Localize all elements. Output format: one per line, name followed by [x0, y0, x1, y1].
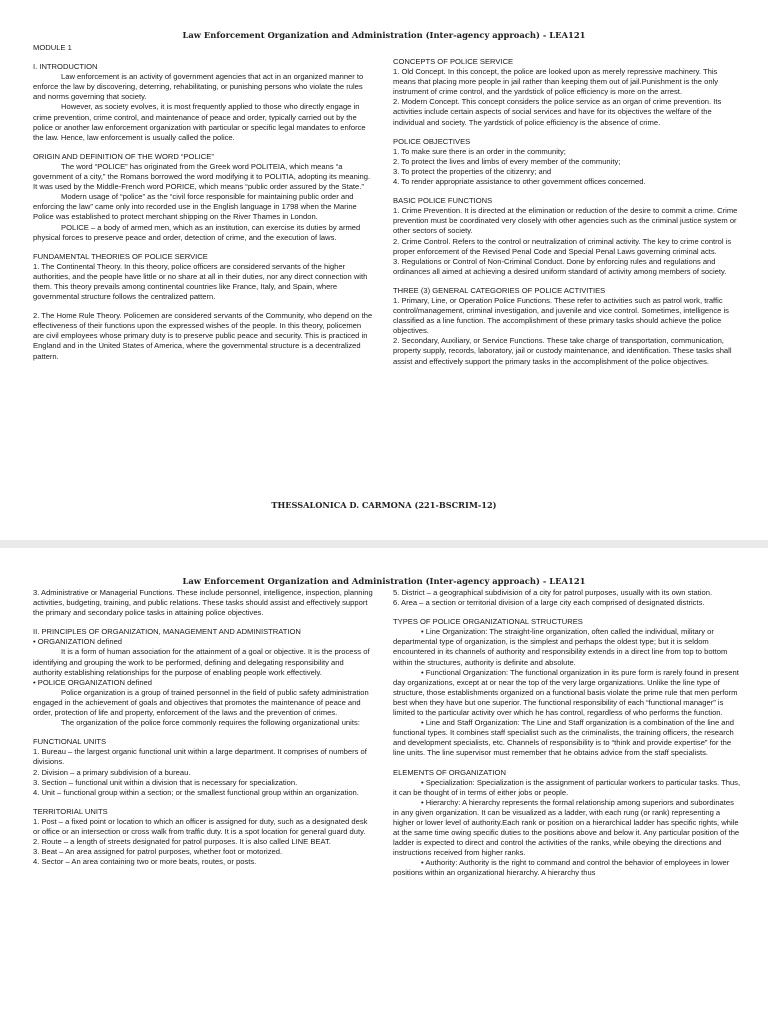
paragraph: 3. Section – functional unit within a division that is necessary for specialization. [33, 777, 298, 787]
paragraph: TERRITORIAL UNITS [33, 806, 108, 816]
paragraph: 3. Administrative or Managerial Functions. These include personnel, intelligence, inspection, planning activities, budgeting, training, and public relations. These tasks should assist and effectively support the primary and secondary police tasks in attaining police objectives. [33, 588, 373, 618]
paragraph: 2. Route – a length of streets designated for patrol purposes. It is also called LINE BEAT. [33, 837, 331, 847]
paragraph-spacer [33, 798, 373, 807]
paragraph: • POLICE ORGANIZATION defined [33, 677, 152, 687]
paragraph: FUNDAMENTAL THEORIES OF POLICE SERVICE [33, 251, 208, 261]
paragraph: FUNCTIONAL UNITS [33, 737, 107, 747]
paragraph: 4. To render appropriate assistance to other government offices concerned. [393, 177, 646, 187]
paragraph: 3. To protect the properties of the citizenry; and [393, 166, 552, 176]
paragraph: BASIC POLICE FUNCTIONS [393, 196, 493, 206]
paragraph: 2. Division – a primary subdivision of a bureau. [33, 767, 191, 777]
page-title: Law Enforcement Organization and Administration (Inter-agency approach) - LEA121 [182, 30, 586, 40]
document-page-2 [0, 548, 768, 1024]
paragraph-spacer [393, 759, 741, 768]
paragraph: 1. Crime Prevention. It is directed at the elimination or reduction of the desire to commit a crime. Crime prevention must be coordinated very closely with other agencies such as the criminal justice system or other sectors of society. [393, 206, 738, 236]
paragraph: 1. Primary, Line, or Operation Police Functions. These refer to activities such as patrol work, traffic control/management, criminal investigation, and juvenile and vice control. Sometimes, intelligence is classified as a line function. The accomplishment of these primary tasks should achieve the police objectives. [393, 295, 729, 336]
paragraph-spacer [393, 277, 741, 286]
paragraph-spacer [33, 143, 373, 152]
paragraph: ELEMENTS OF ORGANIZATION [393, 767, 506, 777]
paragraph-spacer [33, 243, 373, 252]
paragraph: 4. Unit – functional group within a section; or the smallest functional group within an organization. [33, 787, 359, 797]
paragraph: The organization of the police force commonly requires the following organizational units: [61, 718, 360, 728]
author-line: THESSALONICA D. CARMONA (221-BSCRIM-12) [271, 500, 497, 510]
paragraph: However, as society evolves, it is most frequently applied to those who directly engage in crime prevention, crime control, and maintenance of peace and order, typically carried out by the police or another law enforcement organization with particular or specific legal mandates to enforce the law. Hence, law enforcement is usually called the police. [33, 102, 366, 142]
paragraph: The word “POLICE” has originated from the Greek word POLITEIA, which means “a government of a city,” the Romans borrowed the word modifying it to POLITIA, adopting its meaning. It was used by the Middle-French word PORICE, which means “public order assured by the State.” [33, 161, 371, 192]
paragraph: 2. Crime Control. Refers to the control or neutralization of criminal activity. The key to crime control is proper enforcement of the Revised Penal Code and Special Penal Laws governing criminal acts. [393, 236, 732, 256]
paragraph: • Hierarchy: A hierarchy represents the formal relationship among superiors and subordinates in any given organization. It can be visualized as a ladder, with each rung (or rank) representing a higher or lower level of authority.Each rank or position on a hierarchical ladder has specific rights, while at the same time owing specific duties to the positions above and below it. Any particular position of the ladder is expected to direct and control the activities of the ranks, while obeying the directions and instructions received from higher ranks. [393, 797, 740, 858]
paragraph: • Functional Organization: The functional organization in its pure form is rarely found in present day organizations, except at or near the top of the very large organizations. Unlike the line type of structure, those establishments organized on a functional basis violate the prime rule that men perform best when they have but one superior. The functional responsibility of each “functional manager” is limited to the particular activity over which he has control, regardless of who performs the function. [393, 667, 739, 718]
paragraph-spacer [393, 128, 741, 137]
paragraph-spacer [33, 53, 373, 62]
paragraph: 2. Modern Concept. This concept considers the police service as an organ of crime prevention. Its activities include certain aspects of social services and have for its objectives the welfare of the individual and society. The yardstick of police efficiency is the absence of crime. [393, 97, 722, 127]
paragraph: 2. The Home Rule Theory. Policemen are considered servants of the Community, who depend on the effectiveness of their functions upon the expressed wishes of the people. In this theory, policemen are civil employees whose primary duty is to preserve public peace and security. This is practiced in England and in the United States of America, where the governmental structure is a decentralized pattern. [33, 311, 373, 361]
right-column [393, 57, 741, 367]
paragraph: Law enforcement is an activity of government agencies that act in an organized manner to enforce the law by discovering, deterring, rehabilitating, or punishing persons who violate the rules and norms governing that society. [33, 72, 364, 102]
paragraph: 1. To make sure there is an order in the community; [393, 146, 566, 156]
paragraph: I. INTRODUCTION [33, 62, 98, 72]
paragraph: TYPES OF POLICE ORGANIZATIONAL STRUCTURES [393, 617, 583, 627]
paragraph-spacer [393, 608, 741, 617]
paragraph: 5. District – a geographical subdivision of a city for patrol purposes, usually with its own station. [393, 588, 713, 597]
paragraph: 1. Bureau – the largest organic functional unit within a large department. It comprises of numbers of divisions. [33, 747, 367, 767]
paragraph: 1. Old Concept. In this concept, the police are looked upon as merely repressive machinery. This means that placing more people in jail rather than keeping them out of jail.Punishment is the only instrument of crime control, and the yardstick of police efficiency is more on the arrest. [393, 67, 719, 97]
paragraph-spacer [393, 187, 741, 196]
paragraph: 2. Secondary, Auxiliary, or Service Functions. These take charge of transportation, communication, property supply, records, laboratory, jail or custody maintenance, and identification. These tasks shall assist and effectively support the primary tasks in the accomplishment of the police objectives. [393, 336, 732, 366]
paragraph: 4. Sector – An area containing two or more beats, routes, or posts. [33, 857, 257, 867]
paragraph: • Line Organization: The straight-line organization, often called the individual, military or departmental type of organization, is the simplest and perhaps the oldest type; but it is seldom encountered in its channels of authority and responsibility extends in a direct line from top to bottom within the structures, authority is definite and absolute. [393, 627, 728, 667]
paragraph: Modern usage of “police” as the “civil force responsible for maintaining public order and enforcing the law” came only into recorded use in the English language in 1798 when the Marine Police was established to protect merchant shipping on the River Thames in London. [33, 192, 357, 222]
paragraph: MODULE 1 [33, 43, 72, 52]
paragraph: 3. Beat – An area assigned for patrol purposes, whether foot or motorized. [33, 847, 283, 857]
paragraph: • Line and Staff Organization: The Line and Staff organization is a combination of the line and functional types. It combines staff specialist such as the criminalists, the training officers, the research and development specialists, etc. Channels of responsibility is to “think and provide expertise” for the line units. The line supervisor must remember that he obtains advice from the staff specialists. [393, 718, 734, 758]
paragraph: ORIGIN AND DEFINITION OF THE WORD “POLICE” [33, 151, 214, 161]
paragraph: Police organization is a group of trained personnel in the field of public safety administration engaged in the achievement of goals and objectives that promotes the maintenance of peace and order, protection of life and property, enforcement of the laws and the prevention of crimes. [33, 687, 369, 718]
paragraph: 3. Regulations or Control of Non-Criminal Conduct. Done by enforcing rules and regulations and ordinances all aimed at achieving a desired uniform standard of activity among members of society. [393, 256, 727, 276]
paragraph-spacer [33, 728, 373, 737]
paragraph: 6. Area – a section or territorial division of a large city each comprised of designated districts. [393, 598, 705, 608]
paragraph: 1. The Continental Theory. In this theory, police officers are considered servants of the higher authorities, and the people have little or no share at all in their duties, nor any direct connection with them. This theory prevails among continental countries like France, Italy, and Spain, where governmental structure follows the centralized pattern. [33, 261, 368, 302]
paragraph-spacer [33, 618, 373, 627]
paragraph-spacer [33, 302, 373, 311]
paragraph: II. PRINCIPLES OF ORGANIZATION, MANAGEMENT AND ADMINISTRATION [33, 627, 301, 637]
paragraph: POLICE OBJECTIVES [393, 136, 471, 146]
paragraph: It is a form of human association for the attainment of a goal or objective. It is the process of identifying and grouping the work to be performed, defining and delegating responsibility and authority establishing relationships for the purpose of enabling people work effectively. [33, 647, 370, 677]
right-column [393, 588, 741, 879]
left-column [33, 43, 373, 362]
page-title: Law Enforcement Organization and Administration (Inter-agency approach) - LEA121 [182, 576, 586, 586]
paragraph: • ORGANIZATION defined [33, 637, 123, 647]
paragraph: CONCEPTS OF POLICE SERVICE [393, 57, 514, 66]
paragraph: 1. Post – a fixed point or location to which an officer is assigned for duty, such as a designated desk or office or an intersection or cross walk from traffic duty. It is a spot location for general guard duty. [33, 816, 368, 836]
paragraph: POLICE – a body of armed men, which as an institution, can exercise its duties by armed physical forces to preserve peace and order, detection of crime, and the execution of laws. [33, 222, 361, 242]
left-column [33, 588, 373, 867]
paragraph: • Authority: Authority is the right to command and control the behavior of employees in lower positions within an organizational hierarchy. A hierarchy thus [393, 858, 730, 878]
paragraph: THREE (3) GENERAL CATEGORIES OF POLICE ACTIVITIES [393, 285, 606, 295]
paragraph: • Specialization: Specialization is the assignment of particular workers to particular tasks. Thus, it can be thought of in terms of either jobs or people. [393, 777, 741, 797]
paragraph: 2. To protect the lives and limbs of every member of the community; [393, 156, 621, 166]
